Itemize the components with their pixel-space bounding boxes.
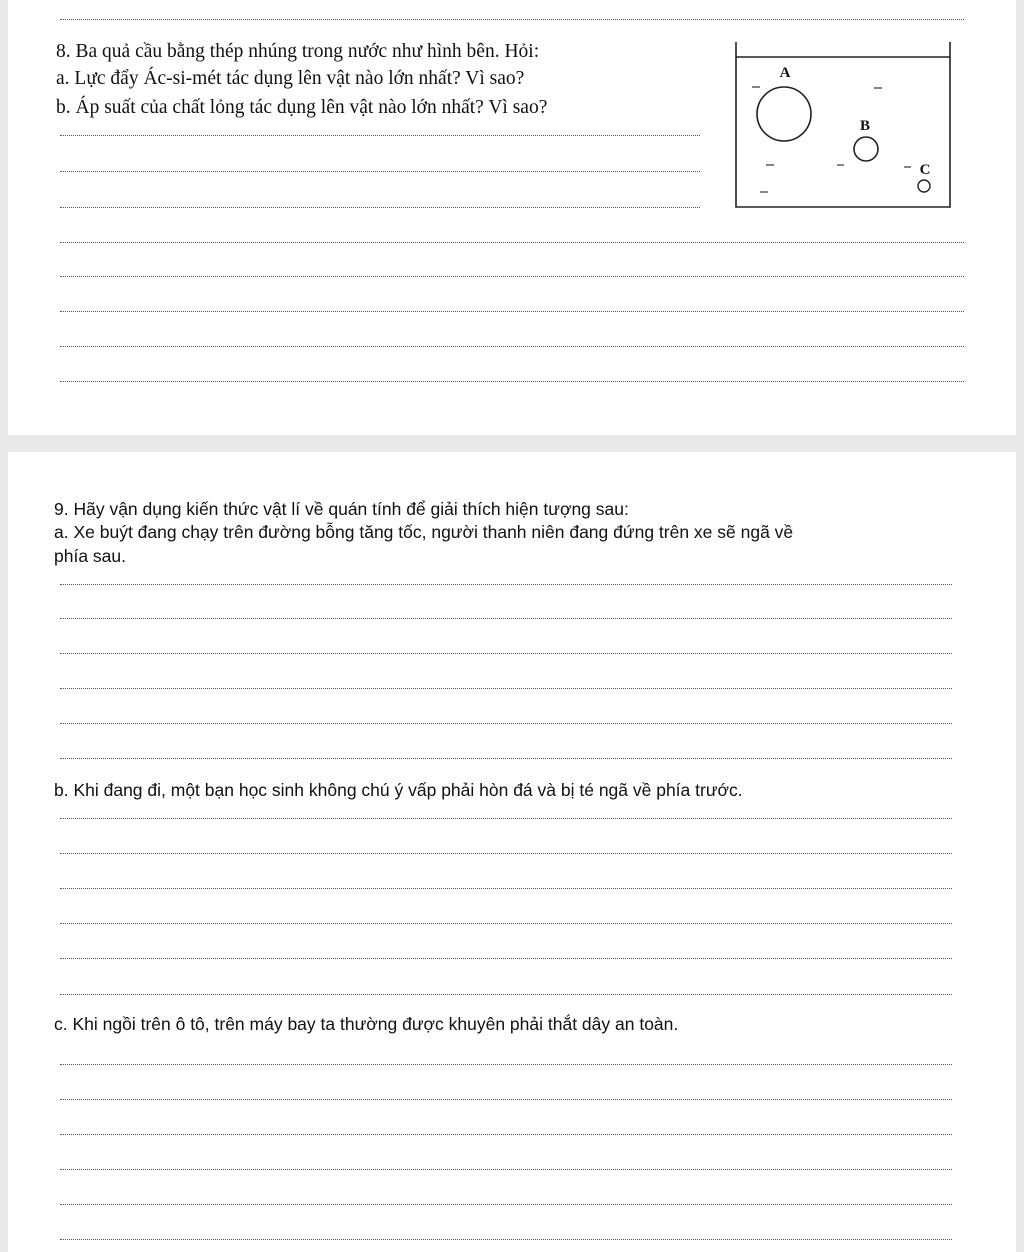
question-9-part-a-line-2: phía sau. [54,546,126,566]
answer-line [60,276,964,277]
answer-line [60,1239,952,1240]
answer-line [60,381,964,382]
question-9-part-b: b. Khi đang đi, một bạn học sinh không chú ý vấp phải hòn đá và bị té ngã về phía trước. [54,780,743,800]
answer-line [60,19,964,20]
answer-line [60,346,964,347]
sphere-a-label: A [779,65,791,81]
answer-line [60,618,952,619]
sphere-c [918,180,930,192]
answer-line [60,1064,952,1065]
sphere-b-label: B [859,118,871,134]
question-9-part-c: c. Khi ngồi trên ô tô, trên máy bay ta thường được khuyên phải thắt dây an toàn. [54,1014,679,1034]
answer-line [60,1134,952,1135]
answer-line [60,171,700,172]
answer-line [60,135,700,136]
water-tank-diagram [734,40,954,210]
tank-outline [736,42,950,207]
answer-line [60,1169,952,1170]
answer-line [60,723,952,724]
sphere-c-label: C [919,162,931,178]
answer-line [60,242,964,243]
sphere-b [854,137,878,161]
answer-line [60,584,952,585]
answer-line [60,311,964,312]
answer-line [60,653,952,654]
worksheet-page-2 [8,452,1016,1252]
answer-line [60,758,952,759]
answer-line [60,207,700,208]
answer-line [60,888,952,889]
answer-line [60,818,952,819]
question-9-title: 9. Hãy vận dụng kiến thức vật lí về quán tính để giải thích hiện tượng sau: [54,499,629,519]
answer-line [60,994,952,995]
worksheet-page-1 [8,0,1016,435]
answer-line [60,1099,952,1100]
answer-line [60,688,952,689]
question-8-part-a: a. Lực đẩy Ác-si-mét tác dụng lên vật nào lớn nhất? Vì sao? [56,68,525,89]
answer-line [60,958,952,959]
question-8-title: 8. Ba quả cầu bằng thép nhúng trong nước như hình bên. Hỏi: [56,41,540,62]
answer-line [60,853,952,854]
question-9-part-a-line-1: a. Xe buýt đang chạy trên đường bỗng tăng tốc, người thanh niên đang đứng trên xe sẽ ngã về [54,522,794,542]
answer-line [60,923,952,924]
sphere-a [757,87,811,141]
question-8-part-b: b. Áp suất của chất lỏng tác dụng lên vật nào lớn nhất? Vì sao? [56,97,548,118]
answer-line [60,1204,952,1205]
